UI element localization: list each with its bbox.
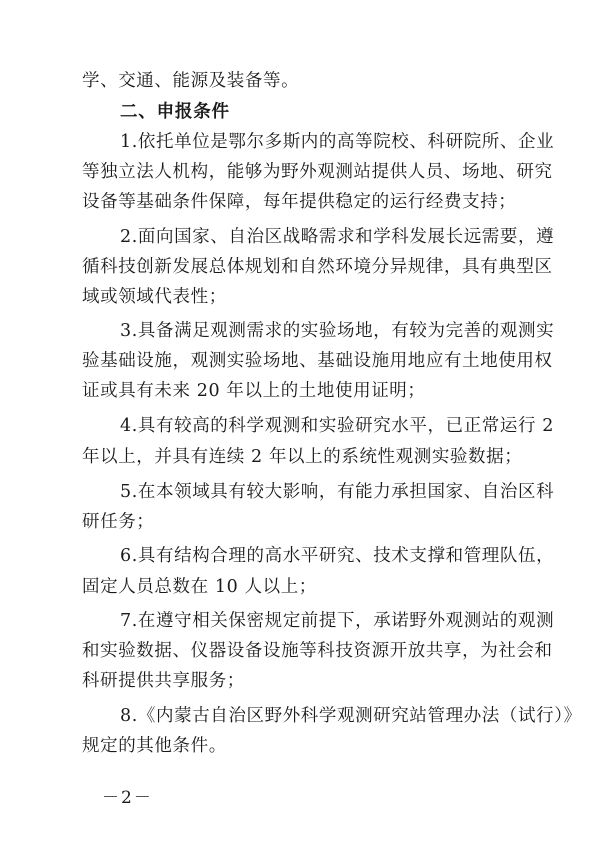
paragraph-line: 规定的其他条件。 — [82, 736, 227, 756]
paragraph-line: 固定人员总数在 10 人以上； — [82, 577, 317, 597]
paragraph-line: 6.具有结构合理的高水平研究、技术支撑和管理队伍， — [120, 546, 555, 566]
section-heading: 二、申报条件 — [120, 102, 230, 122]
paragraph-line: 验基础设施，观测实验场地、基础设施用地应有土地使用权 — [82, 351, 553, 371]
paragraph-line: 2.面向国家、自治区战略需求和学科发展长远需要，遵 — [120, 227, 555, 247]
paragraph-line: 8.《内蒙古自治区野外科学观测研究站管理办法（试行）》 — [120, 706, 582, 726]
paragraph-line: 1.依托单位是鄂尔多斯内的高等院校、科研院所、企业 — [120, 132, 555, 152]
paragraph-line: 研任务； — [82, 512, 155, 532]
paragraph-line: 4.具有较高的科学观测和实验研究水平，已正常运行 2 — [120, 416, 554, 436]
paragraph-line: 循科技创新发展总体规划和自然环境分异规律，具有典型区 — [82, 257, 553, 277]
paragraph-line: 科研提供共享服务； — [82, 671, 245, 691]
continuation-text: 学、交通、能源及装备等。 — [82, 71, 300, 91]
paragraph-line: 5.在本领域具有较大影响，有能力承担国家、自治区科 — [120, 482, 555, 502]
paragraph-line: 设备等基础条件保障，每年提供稳定的运行经费支持； — [82, 192, 517, 212]
paragraph-line: 域或领域代表性； — [82, 287, 227, 307]
page-number: －2－ — [102, 788, 153, 808]
paragraph-line: 7.在遵守相关保密规定前提下，承诺野外观测站的观测 — [120, 611, 555, 631]
paragraph-line: 年以上，并具有连续 2 年以上的系统性观测实验数据； — [82, 447, 523, 467]
paragraph-line: 等独立法人机构，能够为野外观测站提供人员、场地、研究 — [82, 162, 553, 182]
paragraph-line: 3.具备满足观测需求的实验场地，有较为完善的观测实 — [120, 321, 555, 341]
paragraph-line: 和实验数据、仪器设备设施等科技资源开放共享，为社会和 — [82, 641, 553, 661]
paragraph-line: 证或具有未来 20 年以上的土地使用证明； — [82, 381, 426, 401]
